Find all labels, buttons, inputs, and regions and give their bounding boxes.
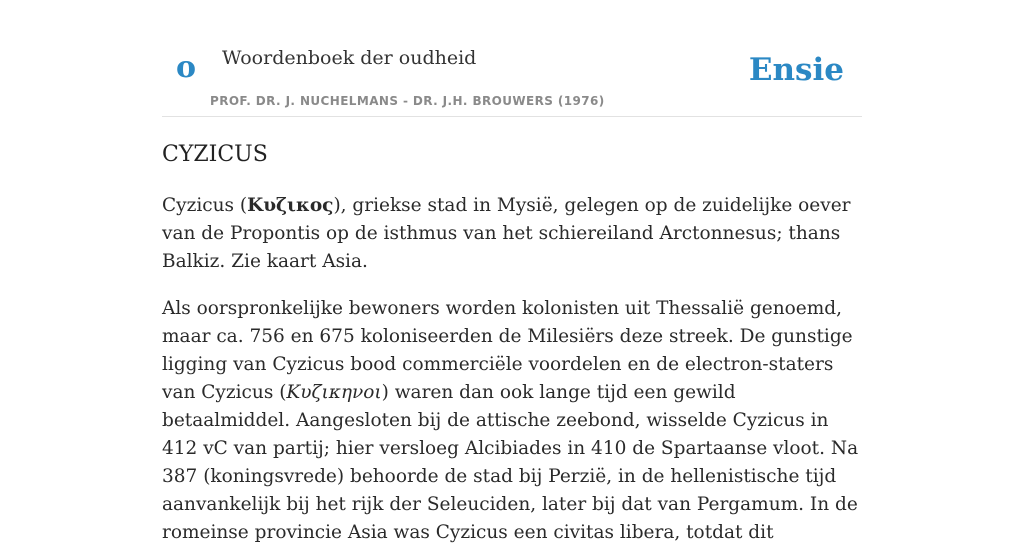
greek-term: Κυζικηνοι: [286, 382, 382, 403]
paragraph-text: ) waren dan ook lange tijd een gewild betaalmiddel. Aangesloten bij de attische zeebond, wisselde Cyzicus in 412 vC van partij; hier versloeg Alcibiades in 410 de Spartaanse vloot. Na 387 (koningsvrede) behoorde de stad bij Perzië, in de hellenistische tijd aanvankelijk bij het rijk der Seleuciden, later bij dat van Pergamum. In de romeinse provincie Asia was Cyzicus een civitas libera, totdat dit: [162, 382, 859, 543]
paragraph-text: Cyzicus (: [162, 195, 248, 216]
ensie-logo-link[interactable]: Ensie: [748, 52, 844, 88]
header: [162, 0, 862, 117]
paragraph-text: Als oorspronkelijke bewoners worden kolonisten uit Thessalië genoemd, maar ca. 756 en 675 koloniseerden de Milesiërs deze streek. De gunstige ligging van Cyzicus bood commerciële voordelen en de electron-staters van Cyzicus (: [162, 298, 853, 403]
paragraph-text: ), griekse stad in Mysië, gelegen op de zuidelijke oever van de Propontis op de isthmus van het schiereiland Arctonnesus; thans Balkiz. Zie kaart Asia.: [162, 195, 851, 272]
book-title[interactable]: Woordenboek der oudheid: [222, 47, 477, 69]
entry-paragraph-2: [162, 295, 862, 547]
entry-title: CYZICUS: [162, 142, 268, 167]
book-letter-icon[interactable]: o: [176, 50, 197, 85]
page-container: [162, 0, 862, 543]
book-authors: PROF. DR. J. NUCHELMANS - DR. J.H. BROUWERS (1976): [210, 94, 605, 108]
greek-term: Κυζικος: [247, 195, 334, 216]
entry-paragraph-1: [162, 192, 862, 276]
